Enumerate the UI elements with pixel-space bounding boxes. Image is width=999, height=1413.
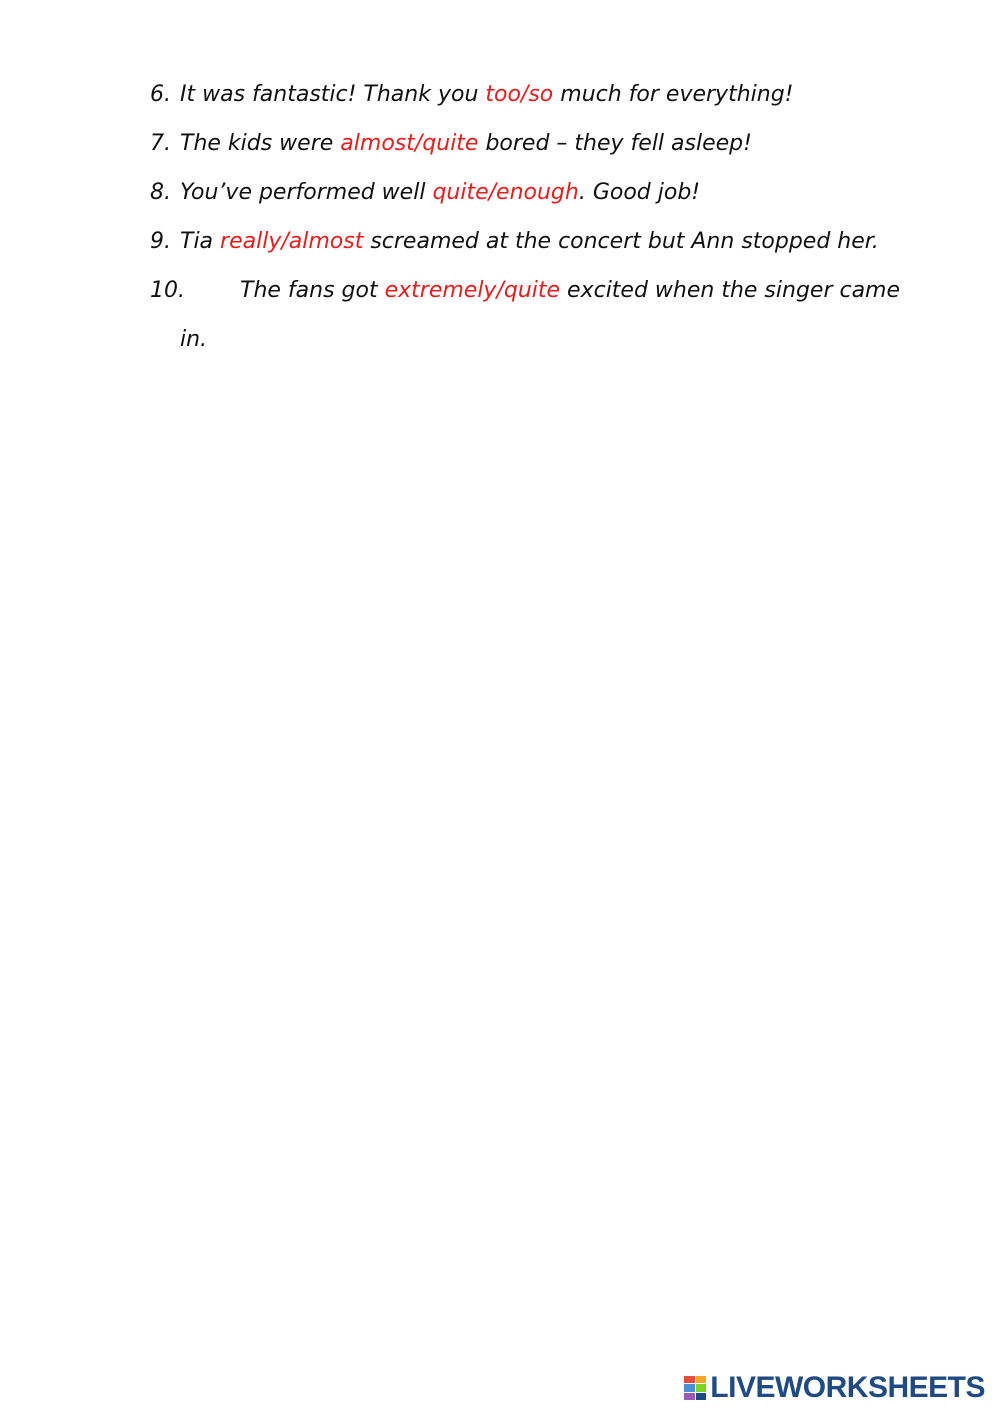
item-number: 6. — [150, 82, 171, 107]
sentence-end: excited when the singer came — [560, 278, 901, 303]
sentence-start: You’ve performed well — [180, 180, 433, 205]
exercise-item-8 — [150, 168, 910, 217]
live-icon — [684, 1376, 706, 1400]
item-number: 8. — [150, 180, 171, 205]
item-number: 7. — [150, 131, 171, 156]
sentence-start: Tia — [180, 229, 221, 254]
sentence-end: screamed at the concert but Ann stopped her. — [363, 229, 879, 254]
word-choice[interactable]: quite/enough — [432, 180, 579, 205]
word-choice[interactable]: too/so — [485, 82, 554, 107]
sentence-end: . Good job! — [578, 180, 701, 205]
exercise-list — [150, 70, 910, 364]
word-choice[interactable]: extremely/quite — [384, 278, 561, 303]
sentence-start: The fans got — [240, 278, 385, 303]
exercise-item-6 — [150, 70, 910, 119]
sentence-end: much for everything! — [553, 82, 794, 107]
sentence-continuation: in. — [180, 327, 208, 352]
sentence-start: The kids were — [180, 131, 341, 156]
logo-text: LIVEWORKSHEETS — [710, 1371, 985, 1404]
liveworksheets-logo — [684, 1371, 985, 1405]
item-number: 9. — [150, 229, 171, 254]
sentence-start: It was fantastic! Thank you — [180, 82, 486, 107]
sentence-end: bored – they fell asleep! — [478, 131, 752, 156]
word-choice[interactable]: almost/quite — [340, 131, 479, 156]
exercise-item-7 — [150, 119, 910, 168]
item-number: 10. — [150, 278, 185, 303]
exercise-item-9 — [150, 217, 910, 266]
exercise-item-10 — [150, 266, 910, 364]
word-choice[interactable]: really/almost — [220, 229, 364, 254]
